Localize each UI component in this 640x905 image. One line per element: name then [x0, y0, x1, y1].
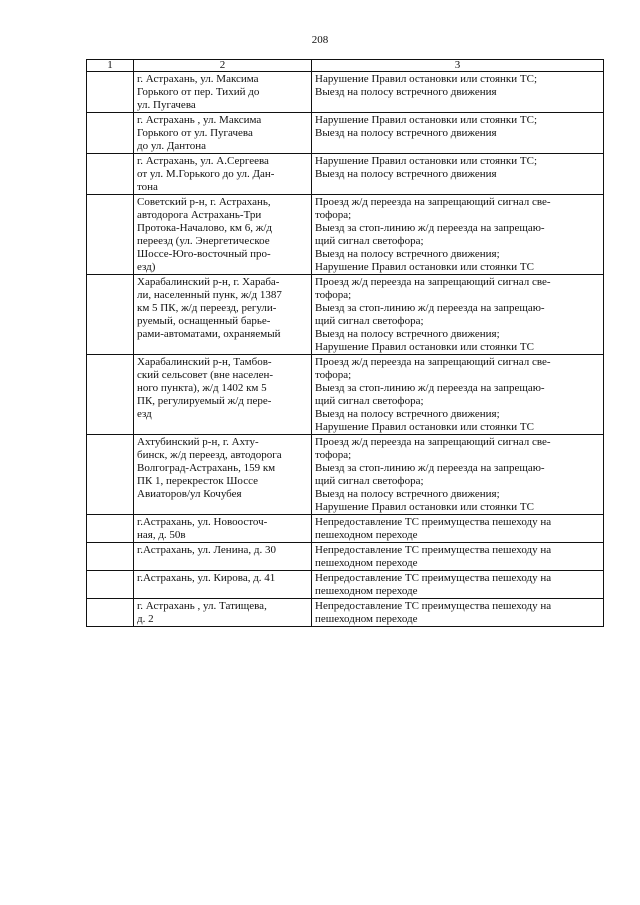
page-number: 208 — [311, 34, 329, 46]
violations-cell: Непредоставление ТС преимущества пешеходу на пешеходном переходе — [312, 599, 604, 627]
table-row — [87, 72, 604, 113]
column-header-violations: 3 — [312, 60, 604, 72]
table-row — [87, 355, 604, 435]
column-header-number: 1 — [87, 60, 134, 72]
row-number-cell — [87, 599, 134, 627]
row-number-cell — [87, 435, 134, 515]
column-header-location: 2 — [134, 60, 312, 72]
location-cell: Харабалинский р-н, г. Хараба- ли, населенный пунк, ж/д 1387 км 5 ПК, ж/д переезд, регули- руемый, оснащенный барье- рами-автоматами, охраняемый — [134, 275, 312, 355]
row-number-cell — [87, 154, 134, 195]
violations-cell: Нарушение Правил остановки или стоянки ТС; Выезд на полосу встречного движения — [312, 72, 604, 113]
location-cell: г. Астрахань , ул. Татищева, д. 2 — [134, 599, 312, 627]
violations-cell: Нарушение Правил остановки или стоянки ТС; Выезд на полосу встречного движения — [312, 154, 604, 195]
row-number-cell — [87, 543, 134, 571]
violations-cell: Проезд ж/д переезда на запрещающий сигнал све- тофора; Выезд за стоп-линию ж/д переезда на запрещаю- щий сигнал светофора; Выезд на полосу встречного движения; Нарушение Правил остановки или стоянки ТС — [312, 355, 604, 435]
row-number-cell — [87, 195, 134, 275]
table-header — [87, 60, 604, 72]
row-number-cell — [87, 571, 134, 599]
table-row — [87, 113, 604, 154]
table-row — [87, 154, 604, 195]
row-number-cell — [87, 515, 134, 543]
row-number-cell — [87, 113, 134, 154]
location-cell: Советский р-н, г. Астрахань, автодорога Астрахань-Три Протока-Началово, км 6, ж/д переезд (ул. Энергетическое Шоссе-Юго-восточный про- езд) — [134, 195, 312, 275]
row-number-cell — [87, 72, 134, 113]
violations-cell: Проезд ж/д переезда на запрещающий сигнал све- тофора; Выезд за стоп-линию ж/д переезда на запрещаю- щий сигнал светофора; Выезд на полосу встречного движения; Нарушение Правил остановки или стоянки ТС — [312, 275, 604, 355]
table-row — [87, 195, 604, 275]
location-cell: Харабалинский р-н, Тамбов- ский сельсовет (вне населен- ного пункта), ж/д 1402 км 5 ПК, регулируемый ж/д пере- езд — [134, 355, 312, 435]
table-row — [87, 515, 604, 543]
violations-cell: Непредоставление ТС преимущества пешеходу на пешеходном переходе — [312, 571, 604, 599]
table-row — [87, 435, 604, 515]
location-cell: г.Астрахань, ул. Кирова, д. 41 — [134, 571, 312, 599]
row-number-cell — [87, 275, 134, 355]
table-row — [87, 599, 604, 627]
table-body — [87, 72, 604, 627]
location-cell: г.Астрахань, ул. Новоосточ- ная, д. 50в — [134, 515, 312, 543]
header-row — [87, 60, 604, 72]
violations-cell: Проезд ж/д переезда на запрещающий сигнал све- тофора; Выезд за стоп-линию ж/д переезда на запрещаю- щий сигнал светофора; Выезд на полосу встречного движения; Нарушение Правил остановки или стоянки ТС — [312, 435, 604, 515]
violations-table — [86, 59, 604, 627]
location-cell: Ахтубинский р-н, г. Ахту- бинск, ж/д переезд, автодорога Волгоград-Астрахань, 159 км ПК 1, перекресток Шоссе Авиаторов/ул Кочубея — [134, 435, 312, 515]
table-row — [87, 275, 604, 355]
table-row — [87, 571, 604, 599]
violations-cell: Проезд ж/д переезда на запрещающий сигнал све- тофора; Выезд за стоп-линию ж/д переезда на запрещаю- щий сигнал светофора; Выезд на полосу встречного движения; Нарушение Правил остановки или стоянки ТС — [312, 195, 604, 275]
violations-cell: Непредоставление ТС преимущества пешеходу на пешеходном переходе — [312, 515, 604, 543]
location-cell: г. Астрахань, ул. А.Сергеева от ул. М.Горького до ул. Дан- тона — [134, 154, 312, 195]
violations-cell: Непредоставление ТС преимущества пешеходу на пешеходном переходе — [312, 543, 604, 571]
row-number-cell — [87, 355, 134, 435]
location-cell: г.Астрахань, ул. Ленина, д. 30 — [134, 543, 312, 571]
location-cell: г. Астрахань , ул. Максима Горького от ул. Пугачева до ул. Дантона — [134, 113, 312, 154]
location-cell: г. Астрахань, ул. Максима Горького от пер. Тихий до ул. Пугачева — [134, 72, 312, 113]
violations-cell: Нарушение Правил остановки или стоянки ТС; Выезд на полосу встречного движения — [312, 113, 604, 154]
table-row — [87, 543, 604, 571]
